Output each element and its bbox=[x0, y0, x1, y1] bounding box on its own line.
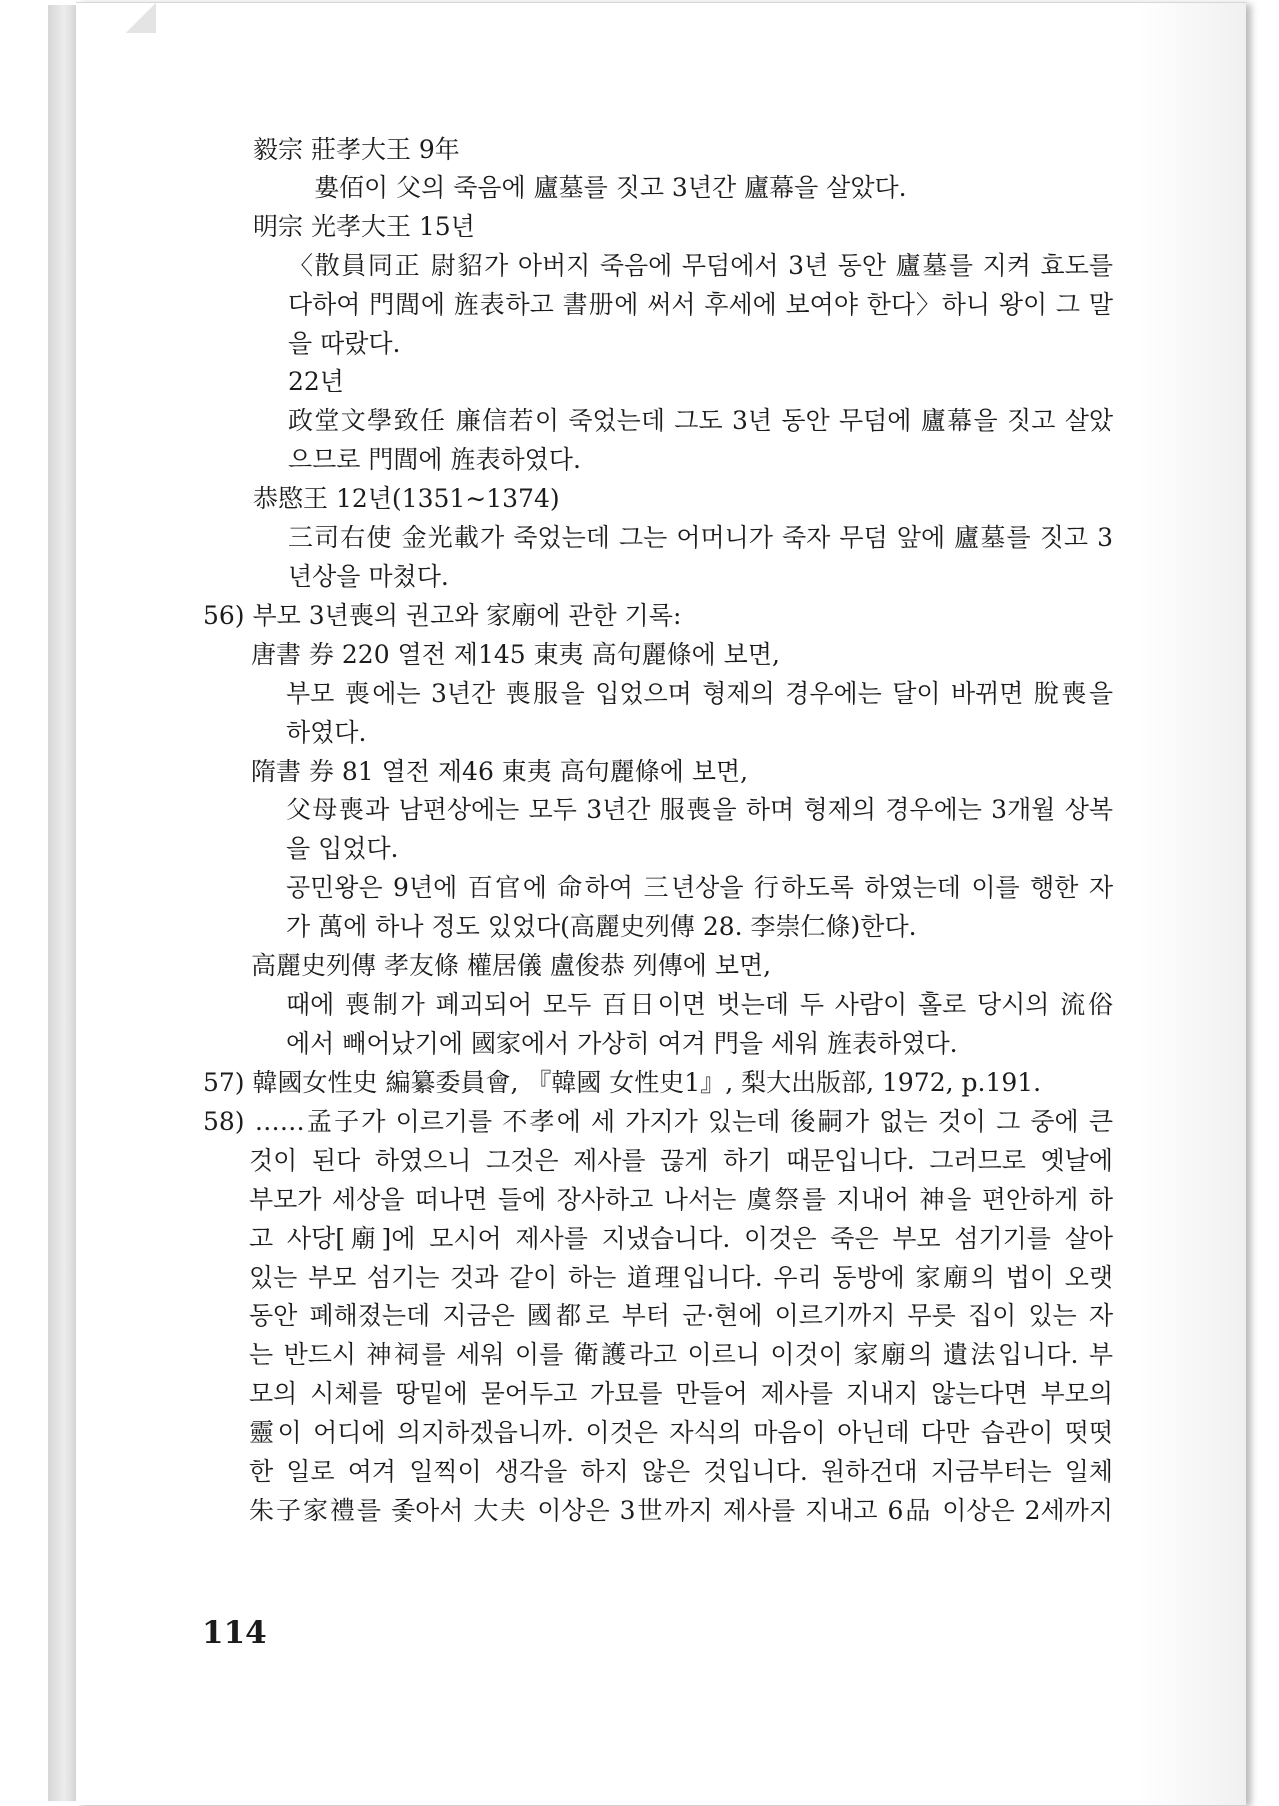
text-line: 부모 喪에는 3년간 喪服을 입었으며 형제의 경우에는 달이 바뀌면 脫喪을 bbox=[286, 679, 1113, 708]
page-fold-corner bbox=[126, 3, 156, 33]
page-curl-shadow bbox=[1136, 3, 1246, 1805]
footnote-56: 56) 부모 3년喪의 권고와 家廟에 관한 기록: bbox=[203, 601, 682, 630]
text-line: 唐書 券 220 열전 제145 東夷 高句麗條에 보면, bbox=[251, 640, 780, 669]
text-line: 에서 빼어났기에 國家에서 가상히 여겨 門을 세워 旌表하였다. bbox=[286, 1029, 958, 1058]
text-line: 〈散員同正 尉貂가 아버지 죽음에 무덤에서 3년 동안 廬墓를 지켜 효도를 bbox=[288, 251, 1113, 280]
text-line: 을 따랐다. bbox=[288, 329, 401, 358]
text-line: 것이 된다 하였으니 그것은 제사를 끊게 하기 때문입니다. 그러므로 옛날에 bbox=[249, 1146, 1113, 1175]
text-line: 毅宗 莊孝大王 9年 bbox=[253, 135, 460, 164]
text-line: 다하여 門閭에 旌表하고 書册에 써서 후세에 보여야 한다〉하니 왕이 그 말 bbox=[288, 290, 1113, 319]
text-line: 靈이 어디에 의지하겠읍니까. 이것은 자식의 마음이 아닌데 다만 습관이 떳떳 bbox=[249, 1418, 1113, 1447]
page-number: 114 bbox=[202, 1615, 267, 1651]
text-line: 三司右使 金光載가 죽었는데 그는 어머니가 죽자 무덤 앞에 廬墓를 짓고 3 bbox=[288, 523, 1113, 552]
text-line: 明宗 光孝大王 15년 bbox=[253, 212, 475, 241]
text-line: 모의 시체를 땅밑에 묻어두고 가묘를 만들어 제사를 지내지 않는다면 부모의 bbox=[249, 1379, 1113, 1408]
text-line: 政堂文學致任 廉信若이 죽었는데 그도 3년 동안 무덤에 廬幕을 짓고 살았 bbox=[288, 406, 1113, 435]
text-line: 婁佰이 父의 죽음에 廬墓를 짓고 3년간 廬幕을 살았다. bbox=[314, 173, 907, 202]
text-line: 공민왕은 9년에 百官에 命하여 三년상을 行하도록 하였는데 이를 행한 자 bbox=[286, 873, 1113, 902]
footnote-58: 58) ……孟子가 이르기를 不孝에 세 가지가 있는데 後嗣가 없는 것이 그 중에 큰 bbox=[203, 1107, 1113, 1136]
text-line: 때에 喪制가 폐괴되어 모두 百日이면 벗는데 두 사람이 홀로 당시의 流俗 bbox=[286, 990, 1113, 1019]
text-line: 부모가 세상을 떠나면 들에 장사하고 나서는 虞祭를 지내어 神을 편안하게 하 bbox=[249, 1185, 1113, 1214]
text-line: 년상을 마쳤다. bbox=[288, 562, 449, 591]
text-line: 는 반드시 神祠를 세워 이를 衛護라고 이르니 이것이 家廟의 遺法입니다. 부 bbox=[249, 1340, 1113, 1369]
text-line: 동안 폐해졌는데 지금은 國都로 부터 군·현에 이르기까지 무릇 집이 있는 자 bbox=[249, 1301, 1113, 1330]
text-line: 고 사당[廟]에 모시어 제사를 지냈습니다. 이것은 죽은 부모 섬기기를 살아 bbox=[249, 1224, 1113, 1253]
text-line: 하였다. bbox=[286, 718, 367, 747]
footnote-57: 57) 韓國女性史 編纂委員會, 『韓國 女性史1』, 梨大出版部, 1972, p.191. bbox=[203, 1068, 1042, 1097]
text-line: 을 입었다. bbox=[286, 834, 399, 863]
text-line: 있는 부모 섬기는 것과 같이 하는 道理입니다. 우리 동방에 家廟의 법이 오랫 bbox=[249, 1263, 1113, 1292]
text-line: 가 萬에 하나 정도 있었다(高麗史列傳 28. 李崇仁條)한다. bbox=[286, 912, 917, 941]
text-line: 父母喪과 남편상에는 모두 3년간 服喪을 하며 형제의 경우에는 3개월 상복 bbox=[286, 795, 1113, 824]
text-line: 隋書 券 81 열전 제46 東夷 高句麗條에 보면, bbox=[251, 757, 749, 786]
text-line: 으므로 門閭에 旌表하였다. bbox=[288, 445, 581, 474]
text-line: 22년 bbox=[288, 367, 344, 396]
text-line: 恭愍王 12년(1351∼1374) bbox=[253, 484, 560, 513]
text-line: 高麗史列傳 孝友條 權居儀 盧俊恭 列傳에 보면, bbox=[251, 951, 772, 980]
text-line: 朱子家禮를 좇아서 大夫 이상은 3世까지 제사를 지내고 6品 이상은 2세까지 bbox=[249, 1496, 1113, 1525]
text-line: 한 일로 여겨 일찍이 생각을 하지 않은 것입니다. 원하건대 지금부터는 일체 bbox=[249, 1457, 1113, 1486]
